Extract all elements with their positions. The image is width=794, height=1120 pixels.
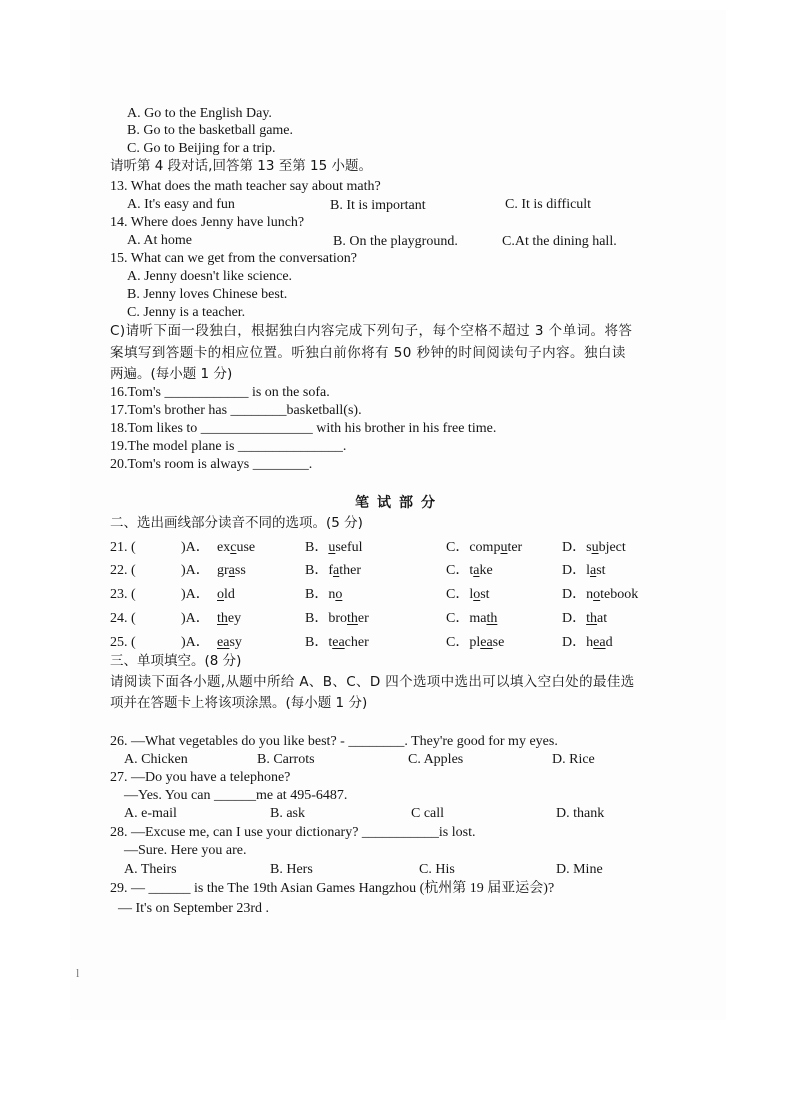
q14-option-a: A. At home <box>127 233 192 248</box>
word-part: d <box>605 635 613 650</box>
word-part: C．t <box>446 563 474 578</box>
prev-option-c: C. Go to Beijing for a trip. <box>127 141 276 156</box>
underlined-letters: th <box>217 611 228 626</box>
margin-mark: l <box>76 966 80 980</box>
word-part: cher <box>344 635 369 650</box>
phonics-option-c <box>446 634 504 651</box>
word-part: D． <box>562 611 587 626</box>
word-part: ss <box>234 563 246 578</box>
q15-option-c: C. Jenny is a teacher. <box>127 305 246 320</box>
word-part: D．l <box>562 563 590 578</box>
q26-option-c: C. Apples <box>408 752 464 767</box>
section2-heading: 二、选出画线部分读音不同的选项。(5 分) <box>110 515 363 531</box>
phonics-option-a <box>217 586 235 603</box>
fill-item-17 <box>110 402 362 419</box>
underlined-letters: th <box>347 611 358 626</box>
q27-option-a: A. e-mail <box>124 806 177 821</box>
underlined-letters: a <box>333 563 340 578</box>
underlined-letters: ea <box>593 635 606 650</box>
word-part: sy <box>229 635 242 650</box>
q26-option-b: B. Carrots <box>257 752 315 767</box>
word-part: ke <box>479 563 493 578</box>
q14-option-c: C.At the dining hall. <box>502 234 617 249</box>
underlined-letters: ea <box>217 635 230 650</box>
word-part: D．h <box>562 635 594 650</box>
word-part: use <box>236 540 256 555</box>
answer-paren: )A． <box>181 540 210 555</box>
word-part: ey <box>227 611 242 626</box>
underlined-letters: o <box>335 587 343 602</box>
fill-text: 20.Tom's room is always <box>110 457 253 472</box>
phonics-option-c <box>446 586 490 603</box>
q13-option-a: A. It's easy and fun <box>127 197 235 212</box>
q29-stem: 29. — ______ is the The 19th Asian Games Hangzhou (杭州第 19 届亚运会)? <box>110 881 555 896</box>
word-part: at <box>597 611 608 626</box>
q27-line2: —Yes. You can ______me at 495-6487. <box>124 788 348 803</box>
phonics-option-b <box>305 562 361 579</box>
answer-blank[interactable]: ____________ <box>164 385 249 400</box>
question-number: 22. ( <box>110 563 136 578</box>
section3-heading: 三、单项填空。(8 分) <box>110 653 242 669</box>
q27-option-d: D. thank <box>556 806 605 821</box>
partC-instruction-line2: 案填写到答题卡的相应位置。听独白前你将有 50 秒钟的时间阅读句子内容。独白读 <box>110 345 626 361</box>
word-part: seful <box>335 540 363 555</box>
word-part: ter <box>507 540 523 555</box>
word-part: C．comp <box>446 540 501 555</box>
phonics-option-b <box>305 539 363 556</box>
word-part: st <box>480 587 490 602</box>
q13-option-b: B. It is important <box>330 198 426 213</box>
fill-item-20 <box>110 456 312 473</box>
phonics-option-d <box>562 586 638 603</box>
answer-paren: )A． <box>181 563 210 578</box>
q13-stem: 13. What does the math teacher say about math? <box>110 179 381 194</box>
fill-text: . <box>308 457 313 472</box>
phonics-option-d <box>562 562 606 579</box>
word-part: ther <box>339 563 361 578</box>
phonics-option-d <box>562 539 626 556</box>
underlined-letters: a <box>228 563 235 578</box>
section3-instruction-line2: 项并在答题卡上将该项涂黑。(每小题 1 分) <box>110 695 368 711</box>
word-part: C．l <box>446 587 474 602</box>
underlined-letters: th <box>586 611 598 626</box>
fill-item-18 <box>110 420 496 437</box>
q14-stem: 14. Where does Jenny have lunch? <box>110 215 305 230</box>
prev-option-b: B. Go to the basketball game. <box>127 123 294 138</box>
q13-option-c: C. It is difficult <box>505 197 592 212</box>
phonics-option-c <box>446 539 522 556</box>
underlined-letters: u <box>591 540 599 555</box>
phonics-option-c <box>446 610 497 627</box>
underlined-letters: a <box>590 563 597 578</box>
q29-line2: — It's on September 23rd . <box>118 901 270 916</box>
question-number: 24. ( <box>110 611 136 626</box>
fill-text: . <box>342 439 347 454</box>
word-part: C．ma <box>446 611 487 626</box>
underlined-letters: ea <box>480 635 493 650</box>
q26-option-a: A. Chicken <box>124 752 188 767</box>
partC-instruction-line3: 两遍。(每小题 1 分) <box>110 366 233 382</box>
fill-text: basketball(s). <box>286 403 362 418</box>
fill-text: with his brother in his free time. <box>312 421 497 436</box>
q26-stem: 26. —What vegetables do you like best? - ________. They're good for my eyes. <box>110 734 558 749</box>
q28-option-c: C. His <box>419 862 455 877</box>
word-part: B．bro <box>305 611 347 626</box>
q15-option-a: A. Jenny doesn't like science. <box>127 269 293 284</box>
phonics-option-b <box>305 586 342 603</box>
answer-paren: )A． <box>181 635 210 650</box>
q28-line2: —Sure. Here you are. <box>124 843 247 858</box>
word-part: tebook <box>600 587 639 602</box>
word-part: B． <box>305 540 329 555</box>
word-part: B．t <box>305 635 333 650</box>
word-part: bject <box>598 540 626 555</box>
q14-option-b: B. On the playground. <box>333 234 458 249</box>
underlined-letters: a <box>473 563 480 578</box>
q27-option-b: B. ask <box>270 806 305 821</box>
phonics-option-d <box>562 610 607 627</box>
phonics-option-a <box>217 539 255 556</box>
question-number: 21. ( <box>110 540 136 555</box>
word-part: D．s <box>562 540 592 555</box>
q28-stem: 28. —Excuse me, can I use your dictionary? ___________is lost. <box>110 825 476 840</box>
phonics-option-b <box>305 634 369 651</box>
question-number: 23. ( <box>110 587 136 602</box>
answer-blank[interactable]: ________ <box>230 403 287 418</box>
word-part: gr <box>217 563 229 578</box>
q28-option-a: A. Theirs <box>124 862 177 877</box>
underlined-letters: o <box>473 587 481 602</box>
answer-blank[interactable]: ________ <box>252 457 309 472</box>
word-part: B．n <box>305 587 336 602</box>
prev-option-a: A. Go to the English Day. <box>127 106 272 121</box>
phonics-option-a <box>217 610 241 627</box>
q28-option-d: D. Mine <box>556 862 603 877</box>
word-part: D．n <box>562 587 594 602</box>
answer-blank[interactable]: ________________ <box>200 421 313 436</box>
phonics-option-b <box>305 610 369 627</box>
underlined-letters: ea <box>332 635 345 650</box>
q27-stem: 27. —Do you have a telephone? <box>110 770 291 785</box>
q15-option-b: B. Jenny loves Chinese best. <box>127 287 288 302</box>
word-part: B．f <box>305 563 333 578</box>
word-part: se <box>492 635 505 650</box>
underlined-letters: o <box>217 587 224 602</box>
answer-paren: )A． <box>181 611 210 626</box>
underlined-letters: o <box>593 587 601 602</box>
phonics-option-a <box>217 562 246 579</box>
section3-instruction-line1: 请阅读下面各小题,从题中所给 A、B、C、D 四个选项中选出可以填入空白处的最佳选 <box>110 674 635 690</box>
q26-option-d: D. Rice <box>552 752 595 767</box>
underlined-letters: u <box>500 540 508 555</box>
question-number: 25. ( <box>110 635 136 650</box>
fill-text: is on the sofa. <box>248 385 330 400</box>
word-part: C．pl <box>446 635 481 650</box>
word-part: er <box>357 611 369 626</box>
fill-text: 17.Tom's brother has <box>110 403 231 418</box>
q27-option-c: C call <box>411 806 445 821</box>
q15-stem: 15. What can we get from the conversation? <box>110 251 357 266</box>
phonics-option-d <box>562 634 613 651</box>
answer-paren: )A． <box>181 587 210 602</box>
phonics-option-a <box>217 634 242 651</box>
word-part: ex <box>217 540 231 555</box>
fill-text: 18.Tom likes to <box>110 421 201 436</box>
underlined-letters: c <box>230 540 237 555</box>
phonics-option-c <box>446 562 493 579</box>
word-part: ld <box>224 587 235 602</box>
partC-instruction-line1: C)请听下面一段独白，根据独白内容完成下列句子，每个空格不超过 3 个单词。将答 <box>110 323 633 339</box>
section4-instruction: 请听第 4 段对话,回答第 13 至第 15 小题。 <box>110 158 372 174</box>
underlined-letters: th <box>486 611 498 626</box>
fill-item-19 <box>110 438 346 455</box>
answer-blank[interactable]: _______________ <box>237 439 343 454</box>
q28-option-b: B. Hers <box>270 862 313 877</box>
fill-text: 19.The model plane is <box>110 439 238 454</box>
underlined-letters: u <box>328 540 336 555</box>
fill-text: 16.Tom's <box>110 385 165 400</box>
word-part: st <box>596 563 606 578</box>
fill-item-16 <box>110 384 330 401</box>
written-section-title: 笔试部分 <box>355 495 443 511</box>
